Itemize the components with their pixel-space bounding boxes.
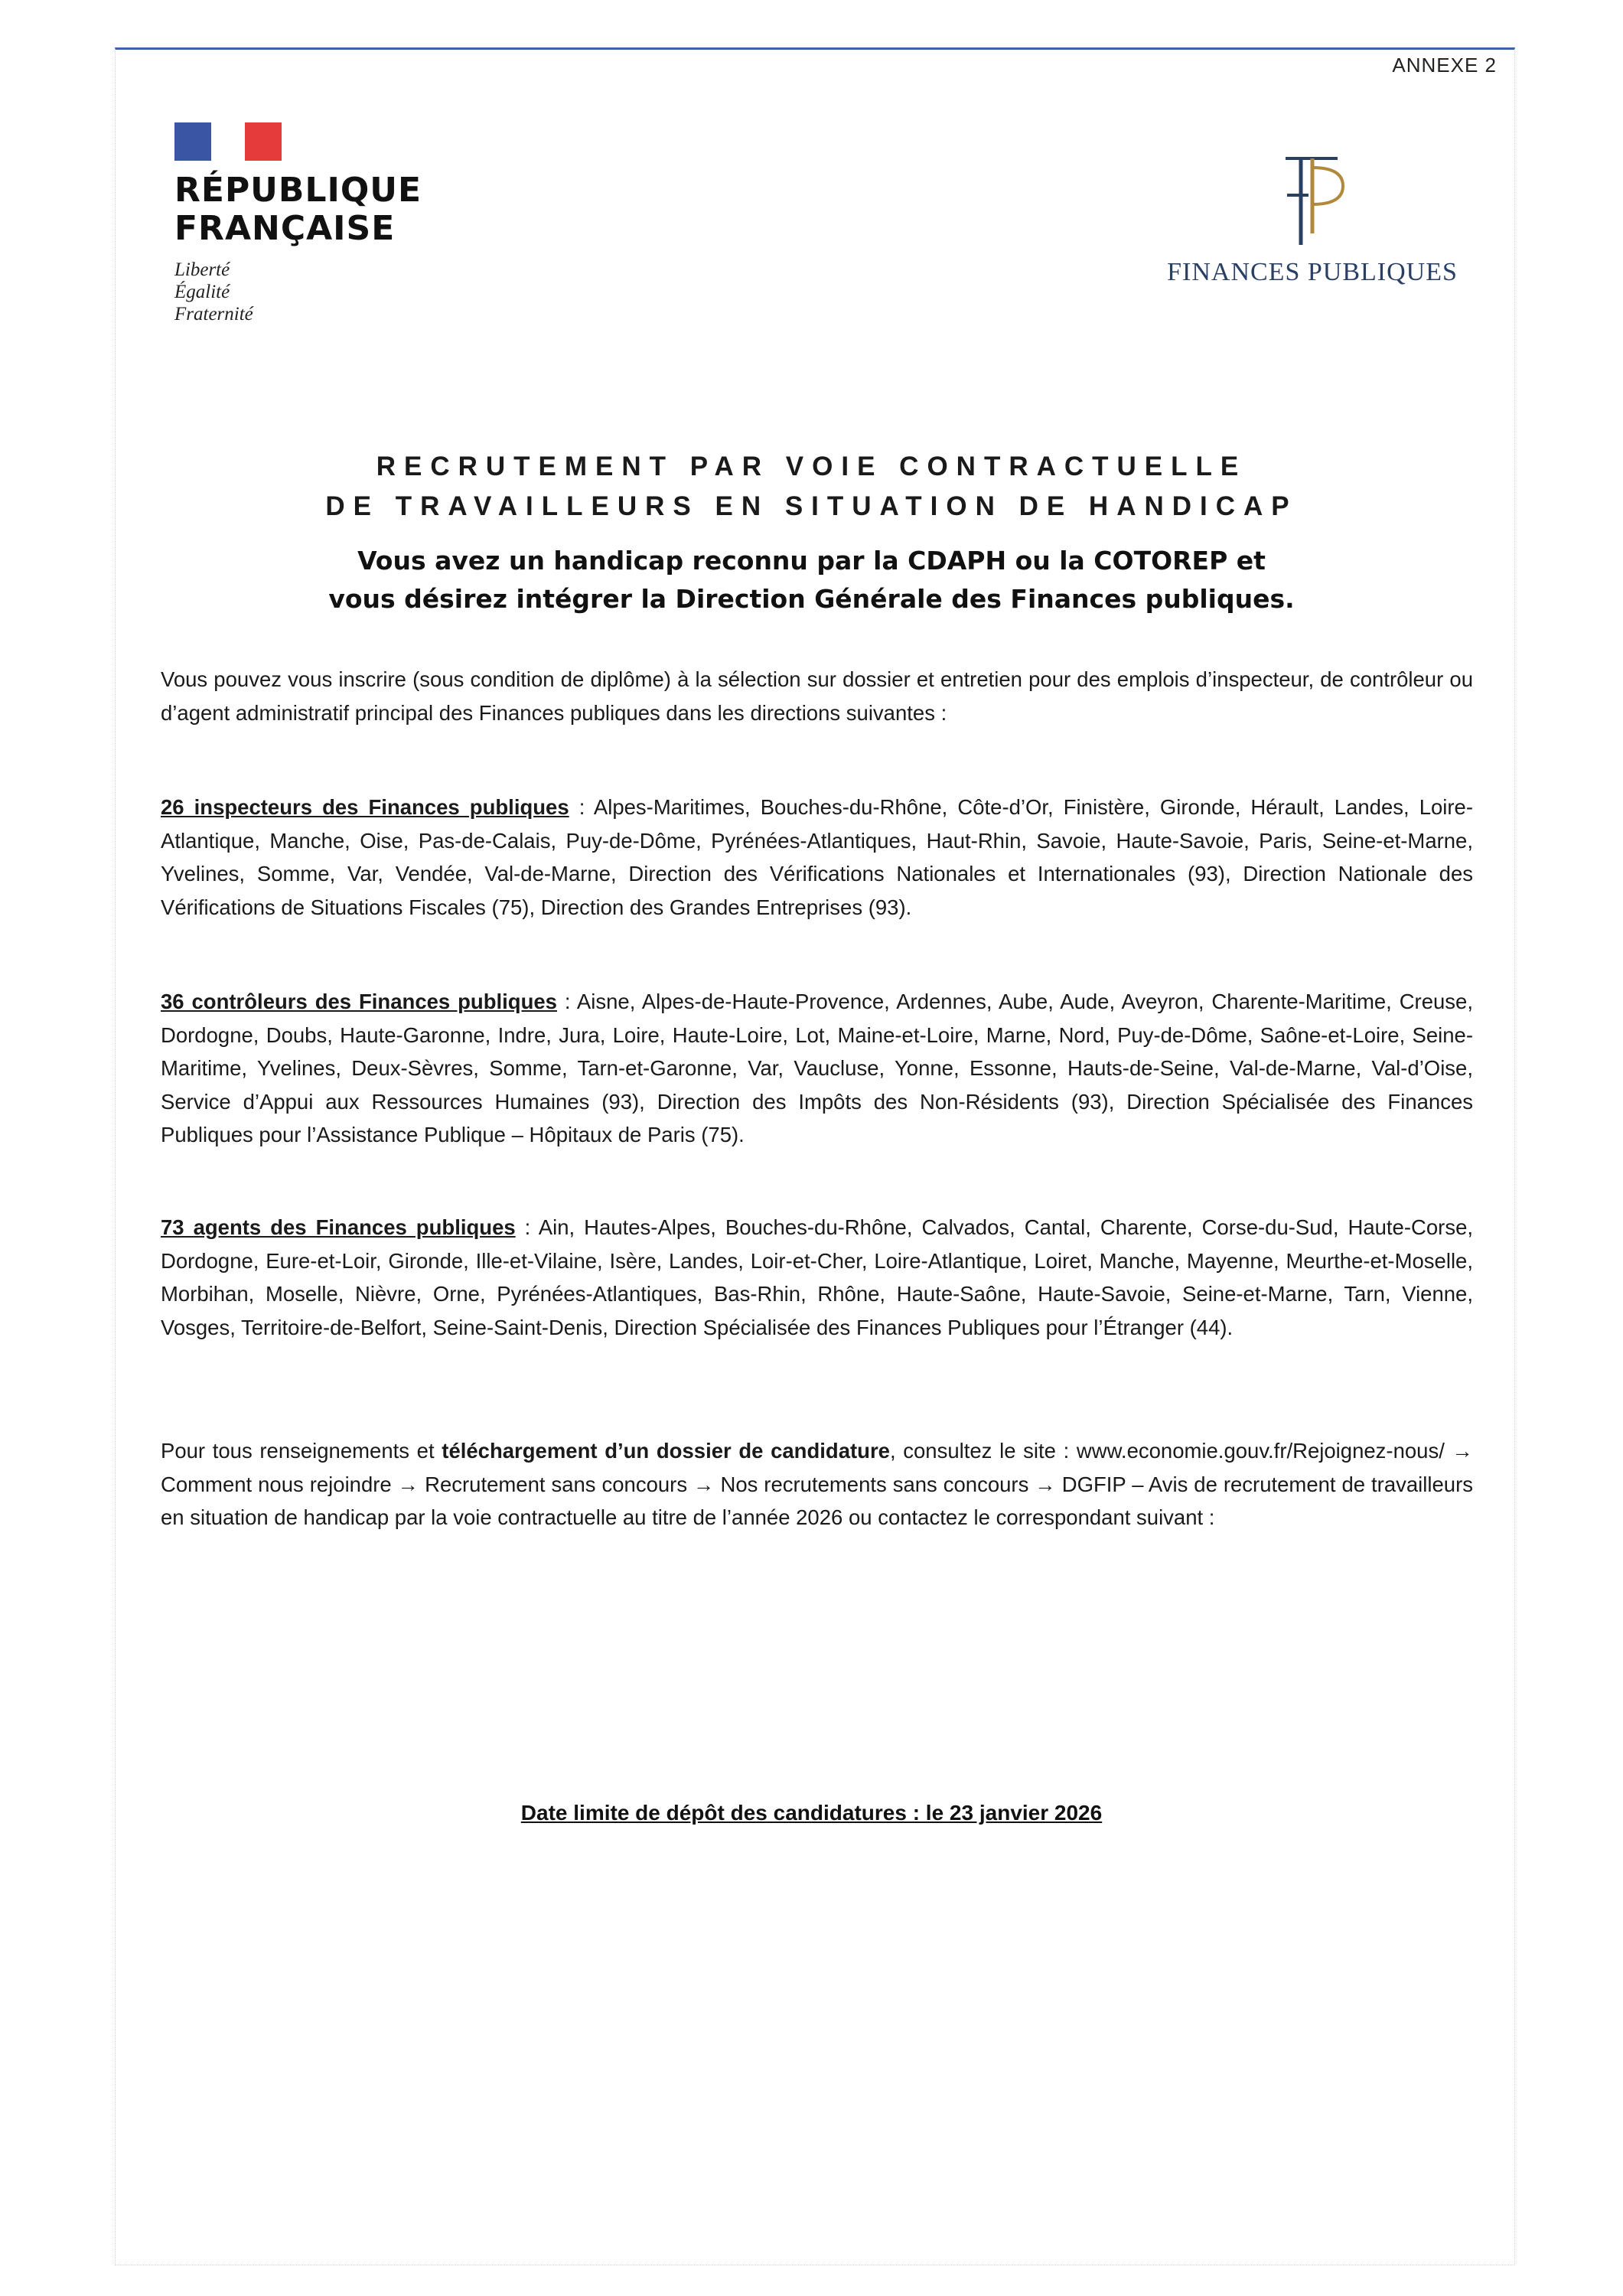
annexe-label: ANNEXE 2 bbox=[1392, 54, 1497, 77]
republique-motto bbox=[174, 259, 422, 325]
info-paragraph bbox=[161, 1434, 1473, 1534]
finances-publiques-name: FINANCES PUBLIQUES bbox=[1167, 258, 1458, 286]
finances-publiques-logo bbox=[1152, 149, 1473, 287]
title-line-2: DE TRAVAILLEURS EN SITUATION DE HANDICAP bbox=[325, 491, 1298, 521]
section-controleurs bbox=[161, 985, 1473, 1152]
rf-line-1: RÉPUBLIQUE bbox=[174, 171, 422, 210]
motto-liberte: Liberté bbox=[174, 259, 230, 280]
marianne-flag-icon bbox=[174, 122, 282, 161]
subtitle-line-1: Vous avez un handicap reconnu par la CDAPH ou la COTOREP et bbox=[357, 546, 1266, 576]
deadline-notice: Date limite de dépôt des candidatures : le 23 janvier 2026 bbox=[520, 1801, 1103, 1825]
motto-fraternite: Fraternité bbox=[174, 304, 253, 325]
section-inspecteurs-text: : Alpes-Maritimes, Bouches-du-Rhône, Côte-d’Or, Finistère, Gironde, Hérault, Landes, Loire-Atlantique, Manche, Oise, Pas-de-Calais, Puy-de-Dôme, Pyrénées-Atlantiques, Haut-Rhin, Savoie, Haute-Savoie, Paris, Seine-et-Marne, Yvelines, Somme, Var, Vendée, Val-de-Marne, Direction des Vérifications Nationales et Internationales (93), Direction Nationale des Vérifications de Situations Fiscales (75), Direction des Grandes Entreprises (93). bbox=[161, 795, 1473, 919]
section-inspecteurs-heading: 26 inspecteurs des Finances publiques bbox=[161, 795, 569, 819]
motto-egalite: Égalité bbox=[174, 282, 230, 302]
section-controleurs-heading: 36 contrôleurs des Finances publiques bbox=[161, 990, 557, 1013]
page-frame bbox=[115, 47, 1515, 2265]
subtitle-line-2: vous désirez intégrer la Direction Générale des Finances publiques. bbox=[328, 584, 1295, 614]
info-bold: téléchargement d’un dossier de candidature bbox=[442, 1439, 890, 1463]
title-line-1: RECRUTEMENT PAR VOIE CONTRACTUELLE bbox=[376, 452, 1247, 481]
page-subtitle bbox=[0, 542, 1623, 618]
section-controleurs-text: : Aisne, Alpes-de-Haute-Provence, Ardennes, Aube, Aude, Aveyron, Charente-Maritime, Creuse, Dordogne, Doubs, Haute-Garonne, Indre, Jura, Loire, Haute-Loire, Lot, Maine-et-Loire, Marne, Nord, Puy-de-Dôme, Saône-et-Loire, Seine-Maritime, Yvelines, Deux-Sèvres, Somme, Tarn-et-Garonne, Var, Vaucluse, Yonne, Essonne, Hauts-de-Seine, Val-de-Marne, Val-d’Oise, Service d’Appui aux Ressources Humaines (93), Direction des Impôts des Non-Résidents (93), Direction Spécialisée des Finances Publiques pour l’Assistance Publique – Hôpitaux de Paris (75). bbox=[161, 990, 1473, 1146]
fp-monogram-icon bbox=[1278, 149, 1347, 249]
section-inspecteurs bbox=[161, 791, 1473, 924]
republique-francaise-logo bbox=[174, 122, 422, 325]
section-agents-text: : Ain, Hautes-Alpes, Bouches-du-Rhône, Calvados, Cantal, Charente, Corse-du-Sud, Haute-Corse, Dordogne, Eure-et-Loir, Gironde, Ille-et-Vilaine, Isère, Landes, Loir-et-Cher, Loire-Atlantique, Loiret, Manche, Mayenne, Meurthe-et-Moselle, Morbihan, Moselle, Nièvre, Orne, Pyrénées-Atlantiques, Bas-Rhin, Rhône, Haute-Saône, Haute-Savoie, Seine-et-Marne, Tarn, Vienne, Vosges, Territoire-de-Belfort, Seine-Saint-Denis, Direction Spécialisée des Finances Publiques pour l’Étranger (44). bbox=[161, 1215, 1474, 1339]
intro-paragraph: Vous pouvez vous inscrire (sous condition de diplôme) à la sélection sur dossier et entretien pour des emplois d’inspecteur, de contrôleur ou d’agent administratif principal des Finances publiques dans les directions suivantes : bbox=[161, 667, 1473, 725]
info-post: , consultez le site : www.economie.gouv.fr/Rejoignez-nous/ → Comment nous rejoindre → Recrutement sans concours → Nos recrutements sans concours → DGFIP – Avis de recrutement de travailleurs en situation de handicap par la voie contractuelle au titre de l’année 2026 ou contactez le correspondant suivant : bbox=[161, 1439, 1474, 1529]
republique-francaise-name bbox=[174, 171, 422, 248]
section-agents bbox=[161, 1211, 1473, 1344]
info-pre: Pour tous renseignements et bbox=[161, 1439, 442, 1463]
page-title bbox=[0, 447, 1623, 527]
rf-line-2: FRANÇAISE bbox=[174, 209, 396, 248]
section-agents-heading: 73 agents des Finances publiques bbox=[161, 1215, 516, 1239]
